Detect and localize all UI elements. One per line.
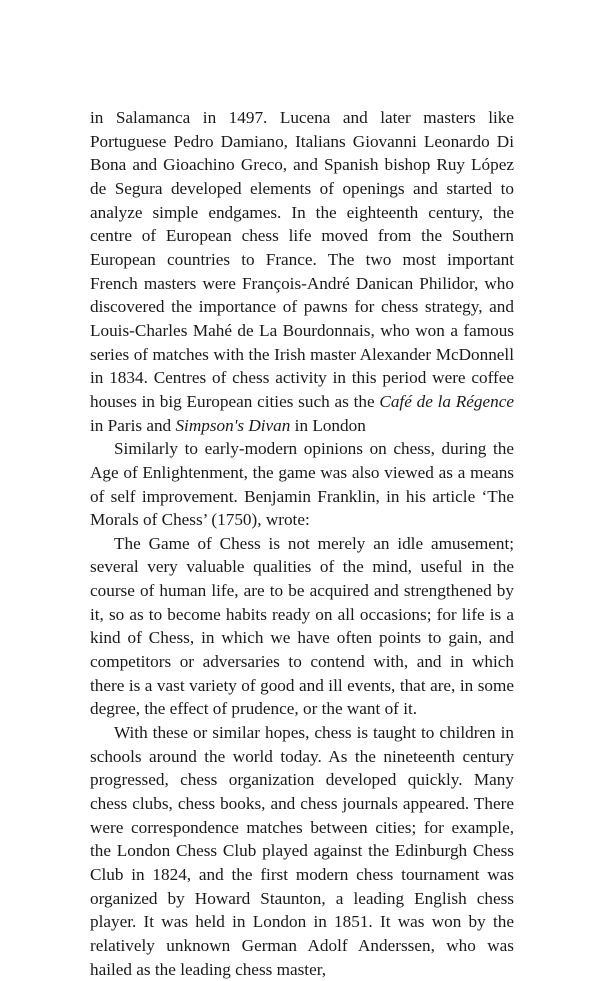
page-body xyxy=(90,106,514,981)
franklin-quote: The Game of Chess is not merely an idle amusement; several very valuable qualities of the mind, useful in the course of human life, are to be acquired and strengthened by it, so as to become habits ready on all occasions; for life is a kind of Chess, in which we have often points to gain, and competitors or adversaries to contend with, and in which there is a vast variety of good and ill events, that are, in some degree, the effect of prudence, or the want of it. xyxy=(90,533,514,719)
paragraph-text: in London xyxy=(290,415,366,435)
paragraph-enlightenment: Similarly to early-modern opinions on chess, during the Age of Enlightenment, the game was also viewed as a means of self improvement. Benjamin Franklin, in his article ‘The Morals of Chess’ (1750), wrote: xyxy=(90,439,514,530)
divan-name: Simpson's Divan xyxy=(175,415,291,435)
paragraph-text: in Salamanca in 1497. Lucena and later masters like Portuguese Pedro Damiano, Italians Giovanni Leonardo Di Bona and Gioachino Greco, and Spanish bishop Ruy López de Segura developed elements of openings and started to analyze simple endgames. In the eighteenth century, the centre of European chess life moved from the Southern European countries to France. The two most important French masters were François-André Danican Philidor, who discovered the importance of pawns for chess strategy, and Louis-Charles Mahé de La Bourdonnais, who won a famous series of matches with the Irish master Alexander McDonnell in 1834. Centres of chess activity in this period were coffee houses in big European cities such as the xyxy=(90,108,514,411)
cafe-name: Café de la Régence xyxy=(379,391,514,411)
paragraph-nineteenth-century: With these or similar hopes, chess is taught to children in schools around the world today. As the nineteenth century progressed, chess organization developed quickly. Many chess clubs, chess books, and chess journals appeared. There were correspondence matches between cities; for example, the London Chess Club played against the Edinburgh Chess Club in 1824, and the first modern chess tournament was organized by Howard Staunton, a leading English chess player. It was held in London in 1851. It was won by the relatively unknown German Adolf Anderssen, who was hailed as the leading chess master, xyxy=(90,723,514,979)
paragraph-chess-history xyxy=(90,106,514,437)
paragraph-text: in Paris and xyxy=(90,415,176,435)
